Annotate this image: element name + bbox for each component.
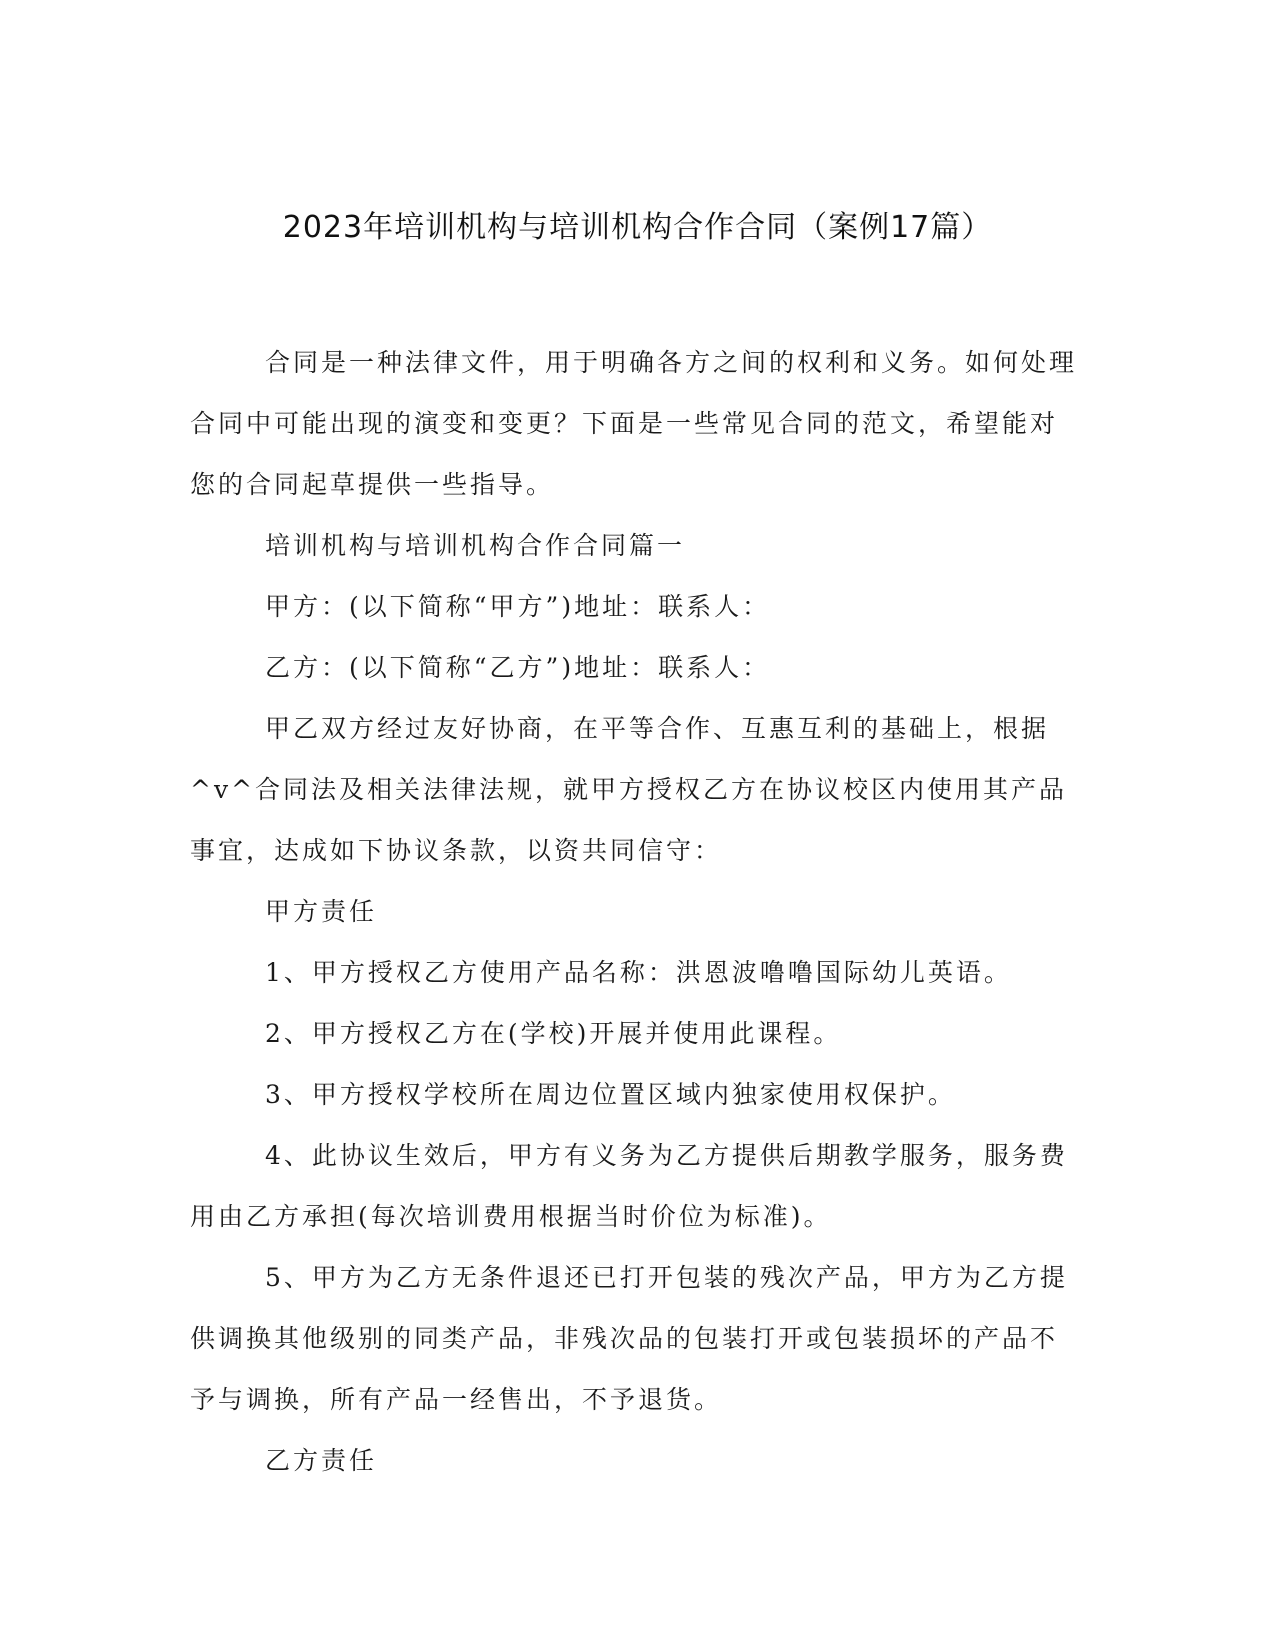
party-a-line: 甲方：(以下简称“甲方”)地址：联系人： (265, 592, 771, 621)
party-b-line: 乙方：(以下简称“乙方”)地址：联系人： (265, 653, 771, 682)
clause-4: 4、此协议生效后，甲方有义务为乙方提供后期教学服务，服务费用由乙方承担(每次培训费用根据当时价位为标准)。 (190, 1141, 1068, 1231)
document-title: 2023年培训机构与培训机构合作合同（案例17篇） (282, 210, 993, 245)
clause-2: 2、甲方授权乙方在(学校)开展并使用此课程。 (265, 1019, 842, 1048)
section-heading: 培训机构与培训机构合作合同篇一 (265, 531, 686, 560)
paragraph-agreement: 甲乙双方经过友好协商，在平等合作、互惠互利的基础上，根据^v^合同法及相关法律法规，就甲方授权乙方在协议校区内使用其产品事宜，达成如下协议条款，以资共同信守： (190, 714, 1068, 865)
clause-1: 1、甲方授权乙方使用产品名称：洪恩波噜噜国际幼儿英语。 (265, 958, 1012, 987)
paragraph-intro: 合同是一种法律文件，用于明确各方之间的权利和义务。如何处理合同中可能出现的演变和变更？下面是一些常见合同的范文，希望能对您的合同起草提供一些指导。 (190, 348, 1078, 499)
party-b-responsibility-heading: 乙方责任 (265, 1446, 378, 1475)
clause-5: 5、甲方为乙方无条件退还已打开包装的残次产品，甲方为乙方提供调换其他级别的同类产品，非残次品的包装打开或包装损坏的产品不予与调换，所有产品一经售出，不予退货。 (190, 1263, 1068, 1414)
document-body (190, 332, 1085, 1491)
clause-3: 3、甲方授权学校所在周边位置区域内独家使用权保护。 (265, 1080, 956, 1109)
party-a-responsibility-heading: 甲方责任 (265, 897, 378, 926)
